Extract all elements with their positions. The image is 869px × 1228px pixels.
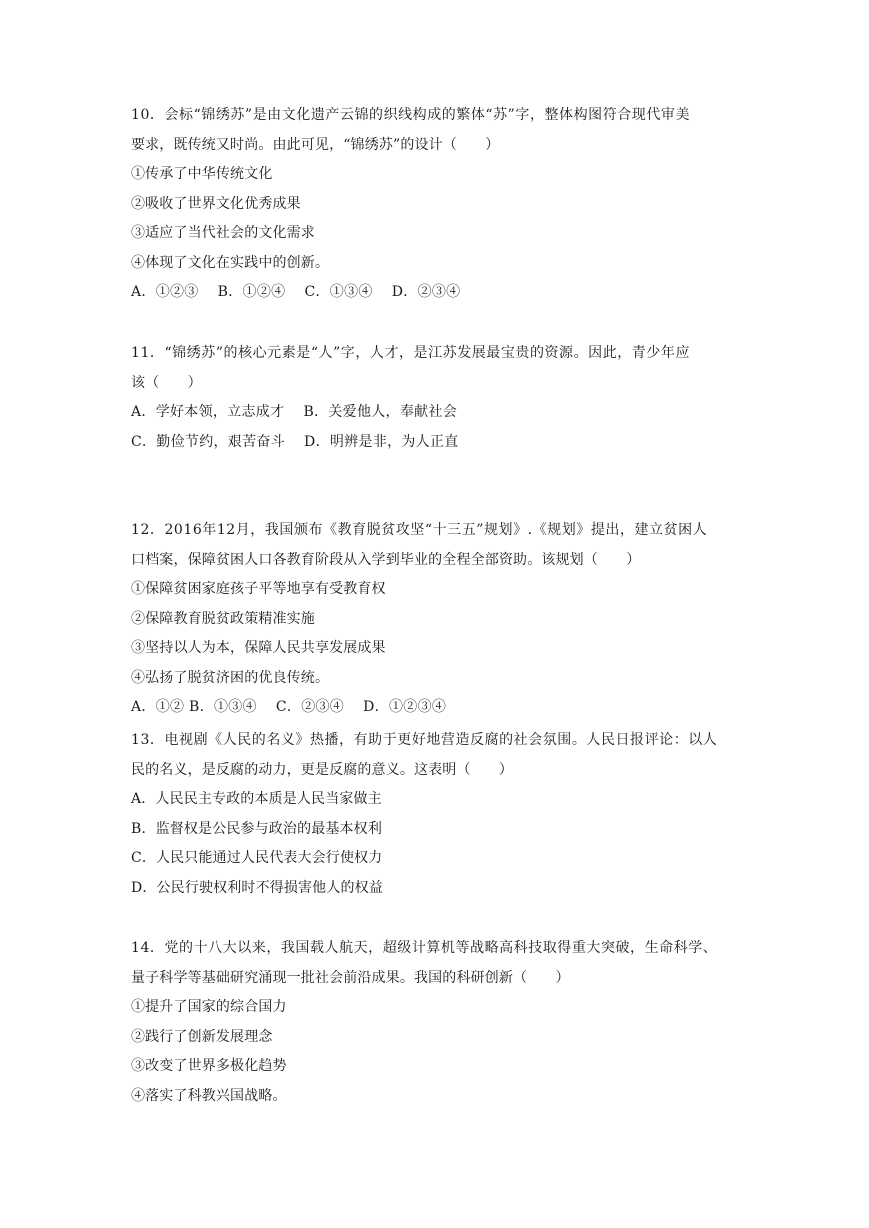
question-14: [131, 934, 743, 1111]
question-stem-line: 口档案，保障贫困人口各教育阶段从入学到毕业的全程全部资助。该规划（ ）: [131, 551, 641, 568]
question-stem-line: 该（ ）: [131, 374, 202, 391]
question-stem-line: 14．党的十八大以来，我国载人航天，超级计算机等战略高科技取得重大突破，生命科学、: [131, 940, 718, 956]
statement-item: ②践行了创新发展理念: [131, 1028, 273, 1045]
answer-option: A．人民民主专政的本质是人民当家做主: [131, 791, 382, 807]
statement-item: ④弘扬了脱贫济困的优良传统。: [131, 669, 330, 686]
question-11: [131, 339, 743, 457]
question-stem-line: 13．电视剧《人民的名义》热播，有助于更好地营造反腐的社会氛围。人民日报评论：以人: [131, 732, 718, 748]
question-12: [131, 516, 743, 723]
answer-choices: C．勤俭节约，艰苦奋斗 D．明辨是非，为人正直: [131, 433, 459, 450]
statement-item: ①保障贫困家庭孩子平等地享有受教育权: [131, 581, 386, 597]
question-stem-line: 11．“锦绣苏”的核心元素是“人”字，人才，是江苏发展最宝贵的资源。因此，青少年应: [131, 345, 690, 361]
answer-choices: A．学好本领，立志成才 B．关爱他人，奉献社会: [131, 404, 458, 420]
question-stem-line: 民的名义，是反腐的动力，更是反腐的意义。这表明（ ）: [131, 761, 514, 778]
statement-item: ④体现了文化在实践中的创新。: [131, 254, 330, 271]
statement-item: ③适应了当代社会的文化需求: [131, 225, 315, 241]
answer-option: C．人民只能通过人民代表大会行使权力: [131, 850, 383, 866]
answer-option: B．监督权是公民参与政治的最基本权利: [131, 820, 382, 837]
statement-item: ②保障教育脱贫政策精准实施: [131, 610, 315, 627]
answer-option: D．公民行驶权利时不得损害他人的权益: [131, 879, 383, 896]
statement-item: ①传承了中华传统文化: [131, 166, 273, 182]
answer-choices: A．①②③ B．①②④ C．①③④ D．②③④: [131, 284, 461, 300]
statement-item: ④落实了科教兴国战略。: [131, 1087, 287, 1104]
question-stem-line: 量子科学等基础研究涌现一批社会前沿成果。我国的科研创新（ ）: [131, 969, 570, 986]
question-stem-line: 10．会标“锦绣苏”是由文化遗产云锦的织线构成的繁体“苏”字，整体构图符合现代审美: [131, 107, 690, 123]
statement-item: ①提升了国家的综合国力: [131, 999, 287, 1015]
question-stem-line: 要求，既传统又时尚。由此可见，“锦绣苏”的设计（ ）: [131, 136, 500, 153]
question-stem-line: 12．2016年12月，我国颁布《教育脱贫攻坚“十三五”规划》.《规划》提出，建立贫困人: [131, 522, 708, 538]
statement-item: ③改变了世界多极化趋势: [131, 1058, 287, 1074]
statement-item: ②吸收了世界文化优秀成果: [131, 195, 301, 212]
answer-choices: A．①② B．①③④ C．②③④ D．①②③④: [131, 699, 447, 715]
statement-item: ③坚持以人为本，保障人民共享发展成果: [131, 640, 386, 656]
question-13: [131, 726, 743, 903]
question-10: [131, 101, 743, 308]
